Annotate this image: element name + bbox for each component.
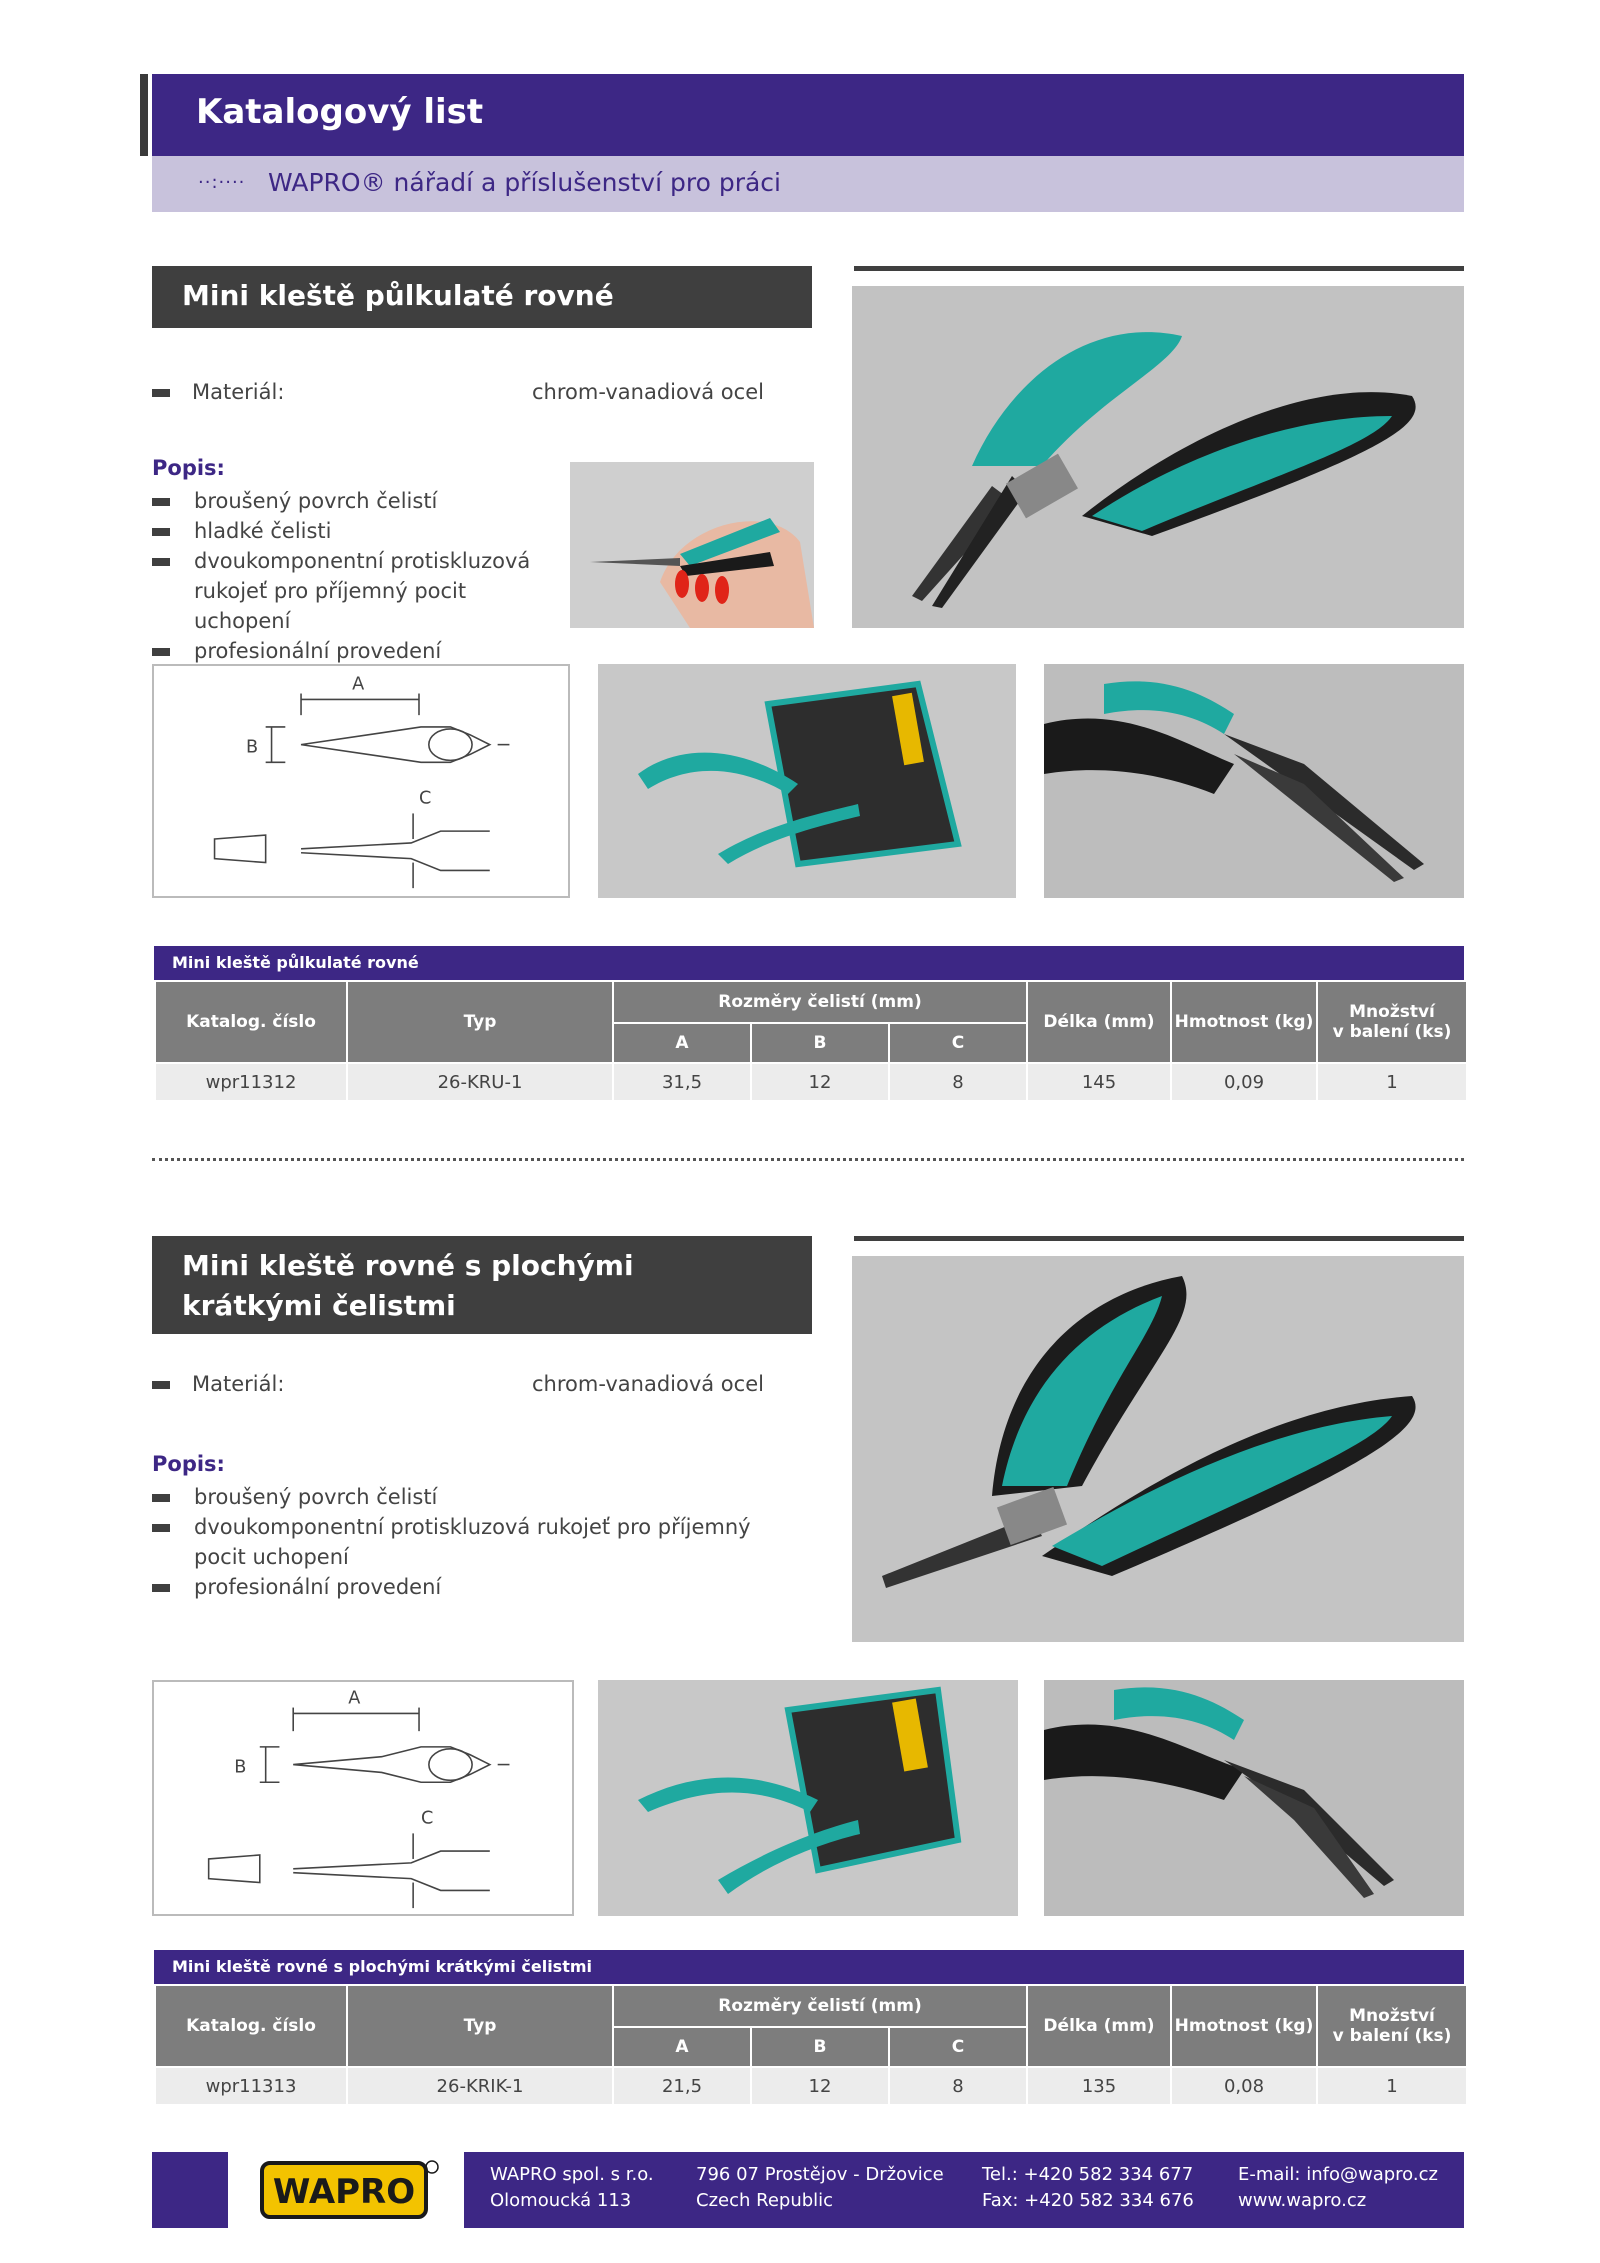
- header-a: A: [613, 1023, 751, 1063]
- cell-catalog: wpr11312: [155, 1063, 347, 1101]
- product2-main-photo: [852, 1256, 1464, 1642]
- product1-material-row: [152, 380, 284, 404]
- header-weight: Hmotnost (kg): [1171, 981, 1317, 1063]
- footer-phone-block: [982, 2162, 1194, 2214]
- header-length: Délka (mm): [1027, 981, 1171, 1063]
- cell-qty: 1: [1317, 1063, 1467, 1101]
- cell-length: 145: [1027, 1063, 1171, 1101]
- cell-b: 12: [751, 2067, 889, 2105]
- product2-title: Mini kleště rovné s plochými krátkými čelistmi: [152, 1236, 812, 1334]
- product1-rule: [854, 266, 1464, 271]
- product1-hand-photo: [570, 462, 814, 628]
- material-label: Materiál:: [192, 380, 285, 404]
- logo-text: WAPRO: [272, 2172, 416, 2212]
- footer-street: Olomoucká 113: [490, 2190, 632, 2211]
- diagram-label-c: C: [421, 1808, 434, 1829]
- header-catalog: Katalog. číslo: [155, 981, 347, 1063]
- cell-type: 26-KRIK-1: [347, 2067, 613, 2105]
- product2-table-caption: Mini kleště rovné s plochými krátkými čelistmi: [154, 1950, 1464, 1984]
- product2-material-value: chrom-vanadiová ocel: [532, 1372, 764, 1396]
- list-item: dvoukomponentní protiskluzová rukojeť pro příjemný pocit uchopení: [152, 1512, 792, 1572]
- cell-length: 135: [1027, 2067, 1171, 2105]
- product1-title: Mini kleště půlkulaté rovné: [152, 266, 812, 328]
- cell-c: 8: [889, 2067, 1027, 2105]
- cell-type: 26-KRU-1: [347, 1063, 613, 1101]
- product2-closeup-photo: [1044, 1680, 1464, 1916]
- product2-description-list: [152, 1482, 792, 1602]
- wapro-logo: [260, 2155, 440, 2229]
- footer-address-block: [490, 2162, 654, 2214]
- product2-material-row: [152, 1372, 284, 1396]
- product1-package-photo: [598, 664, 1016, 898]
- diagram-label-a: A: [352, 674, 365, 695]
- footer-tel: Tel.: +420 582 334 677: [982, 2164, 1194, 2185]
- footer-city-block: [696, 2162, 944, 2214]
- product1-main-photo: [852, 286, 1464, 628]
- list-item: broušený povrch čelistí: [152, 1482, 792, 1512]
- footer-country: Czech Republic: [696, 2190, 834, 2211]
- cell-weight: 0,09: [1171, 1063, 1317, 1101]
- product1-description-list: [152, 486, 552, 666]
- product1-spec-table: [154, 980, 1468, 1102]
- header-c: C: [889, 2027, 1027, 2067]
- diagram-label-c: C: [418, 788, 432, 809]
- product1-material-value: chrom-vanadiová ocel: [532, 380, 764, 404]
- header-subtitle: WAPRO® nářadí a příslušenství pro práci: [268, 168, 781, 197]
- footer-city: 796 07 Prostějov - Držovice: [696, 2164, 944, 2185]
- bullet-icon: [152, 389, 170, 397]
- product1-diagram: [152, 664, 570, 898]
- diagram-label-b: B: [234, 1757, 247, 1778]
- cell-weight: 0,08: [1171, 2067, 1317, 2105]
- footer-fax: Fax: +420 582 334 676: [982, 2190, 1194, 2211]
- footer-accent: [152, 2152, 228, 2228]
- header-catalog: Katalog. číslo: [155, 1985, 347, 2067]
- cell-a: 21,5: [613, 2067, 751, 2105]
- table-row: [155, 1063, 1467, 1101]
- material-label: Materiál:: [192, 1372, 285, 1396]
- header-qty: [1317, 981, 1467, 1063]
- bullet-icon: [152, 1381, 170, 1389]
- list-item: profesionální provedení: [152, 636, 552, 666]
- diagram-label-a: A: [348, 1688, 361, 1709]
- footer-company: WAPRO spol. s r.o.: [490, 2164, 654, 2185]
- product1-closeup-photo: [1044, 664, 1464, 898]
- header-qty-line2: v balení (ks): [1332, 1022, 1452, 1042]
- section-divider: [152, 1158, 1464, 1161]
- product1-table-caption: Mini kleště půlkulaté rovné: [154, 946, 1464, 980]
- product2-diagram: [152, 1680, 574, 1916]
- header-qty-line1: Množství: [1349, 1002, 1435, 1022]
- cell-catalog: wpr11313: [155, 2067, 347, 2105]
- header-b: B: [751, 1023, 889, 1063]
- footer-web[interactable]: www.wapro.cz: [1238, 2190, 1367, 2211]
- header-type: Typ: [347, 981, 613, 1063]
- header-b: B: [751, 2027, 889, 2067]
- cell-c: 8: [889, 1063, 1027, 1101]
- page-title: Katalogový list: [196, 92, 484, 132]
- header-qty: [1317, 1985, 1467, 2067]
- table-row: [155, 2067, 1467, 2105]
- list-item: broušený povrch čelistí: [152, 486, 552, 516]
- product1-popis-label: Popis:: [152, 456, 225, 480]
- list-item: profesionální provedení: [152, 1572, 792, 1602]
- header-type: Typ: [347, 1985, 613, 2067]
- header-qty-line1: Množství: [1349, 2006, 1435, 2026]
- header-length: Délka (mm): [1027, 1985, 1171, 2067]
- product2-spec-table: [154, 1984, 1468, 2106]
- header-qty-line2: v balení (ks): [1332, 2026, 1452, 2046]
- cell-qty: 1: [1317, 2067, 1467, 2105]
- header-a: A: [613, 2027, 751, 2067]
- product2-package-photo: [598, 1680, 1018, 1916]
- header-weight: Hmotnost (kg): [1171, 1985, 1317, 2067]
- product2-popis-label: Popis:: [152, 1452, 225, 1476]
- header-jaw: Rozměry čelistí (mm): [613, 981, 1027, 1023]
- cell-b: 12: [751, 1063, 889, 1101]
- diagram-label-b: B: [246, 737, 259, 758]
- header-c: C: [889, 1023, 1027, 1063]
- header-accent: [140, 74, 148, 156]
- list-item: hladké čelisti: [152, 516, 552, 546]
- dots-icon: ··:····: [198, 172, 246, 193]
- header-jaw: Rozměry čelistí (mm): [613, 1985, 1027, 2027]
- list-item: dvoukomponentní protiskluzová rukojeť pro příjemný pocit uchopení: [152, 546, 552, 636]
- footer-email[interactable]: E-mail: info@wapro.cz: [1238, 2164, 1438, 2185]
- product2-rule: [854, 1236, 1464, 1241]
- footer-contact-block: [1238, 2162, 1438, 2214]
- cell-a: 31,5: [613, 1063, 751, 1101]
